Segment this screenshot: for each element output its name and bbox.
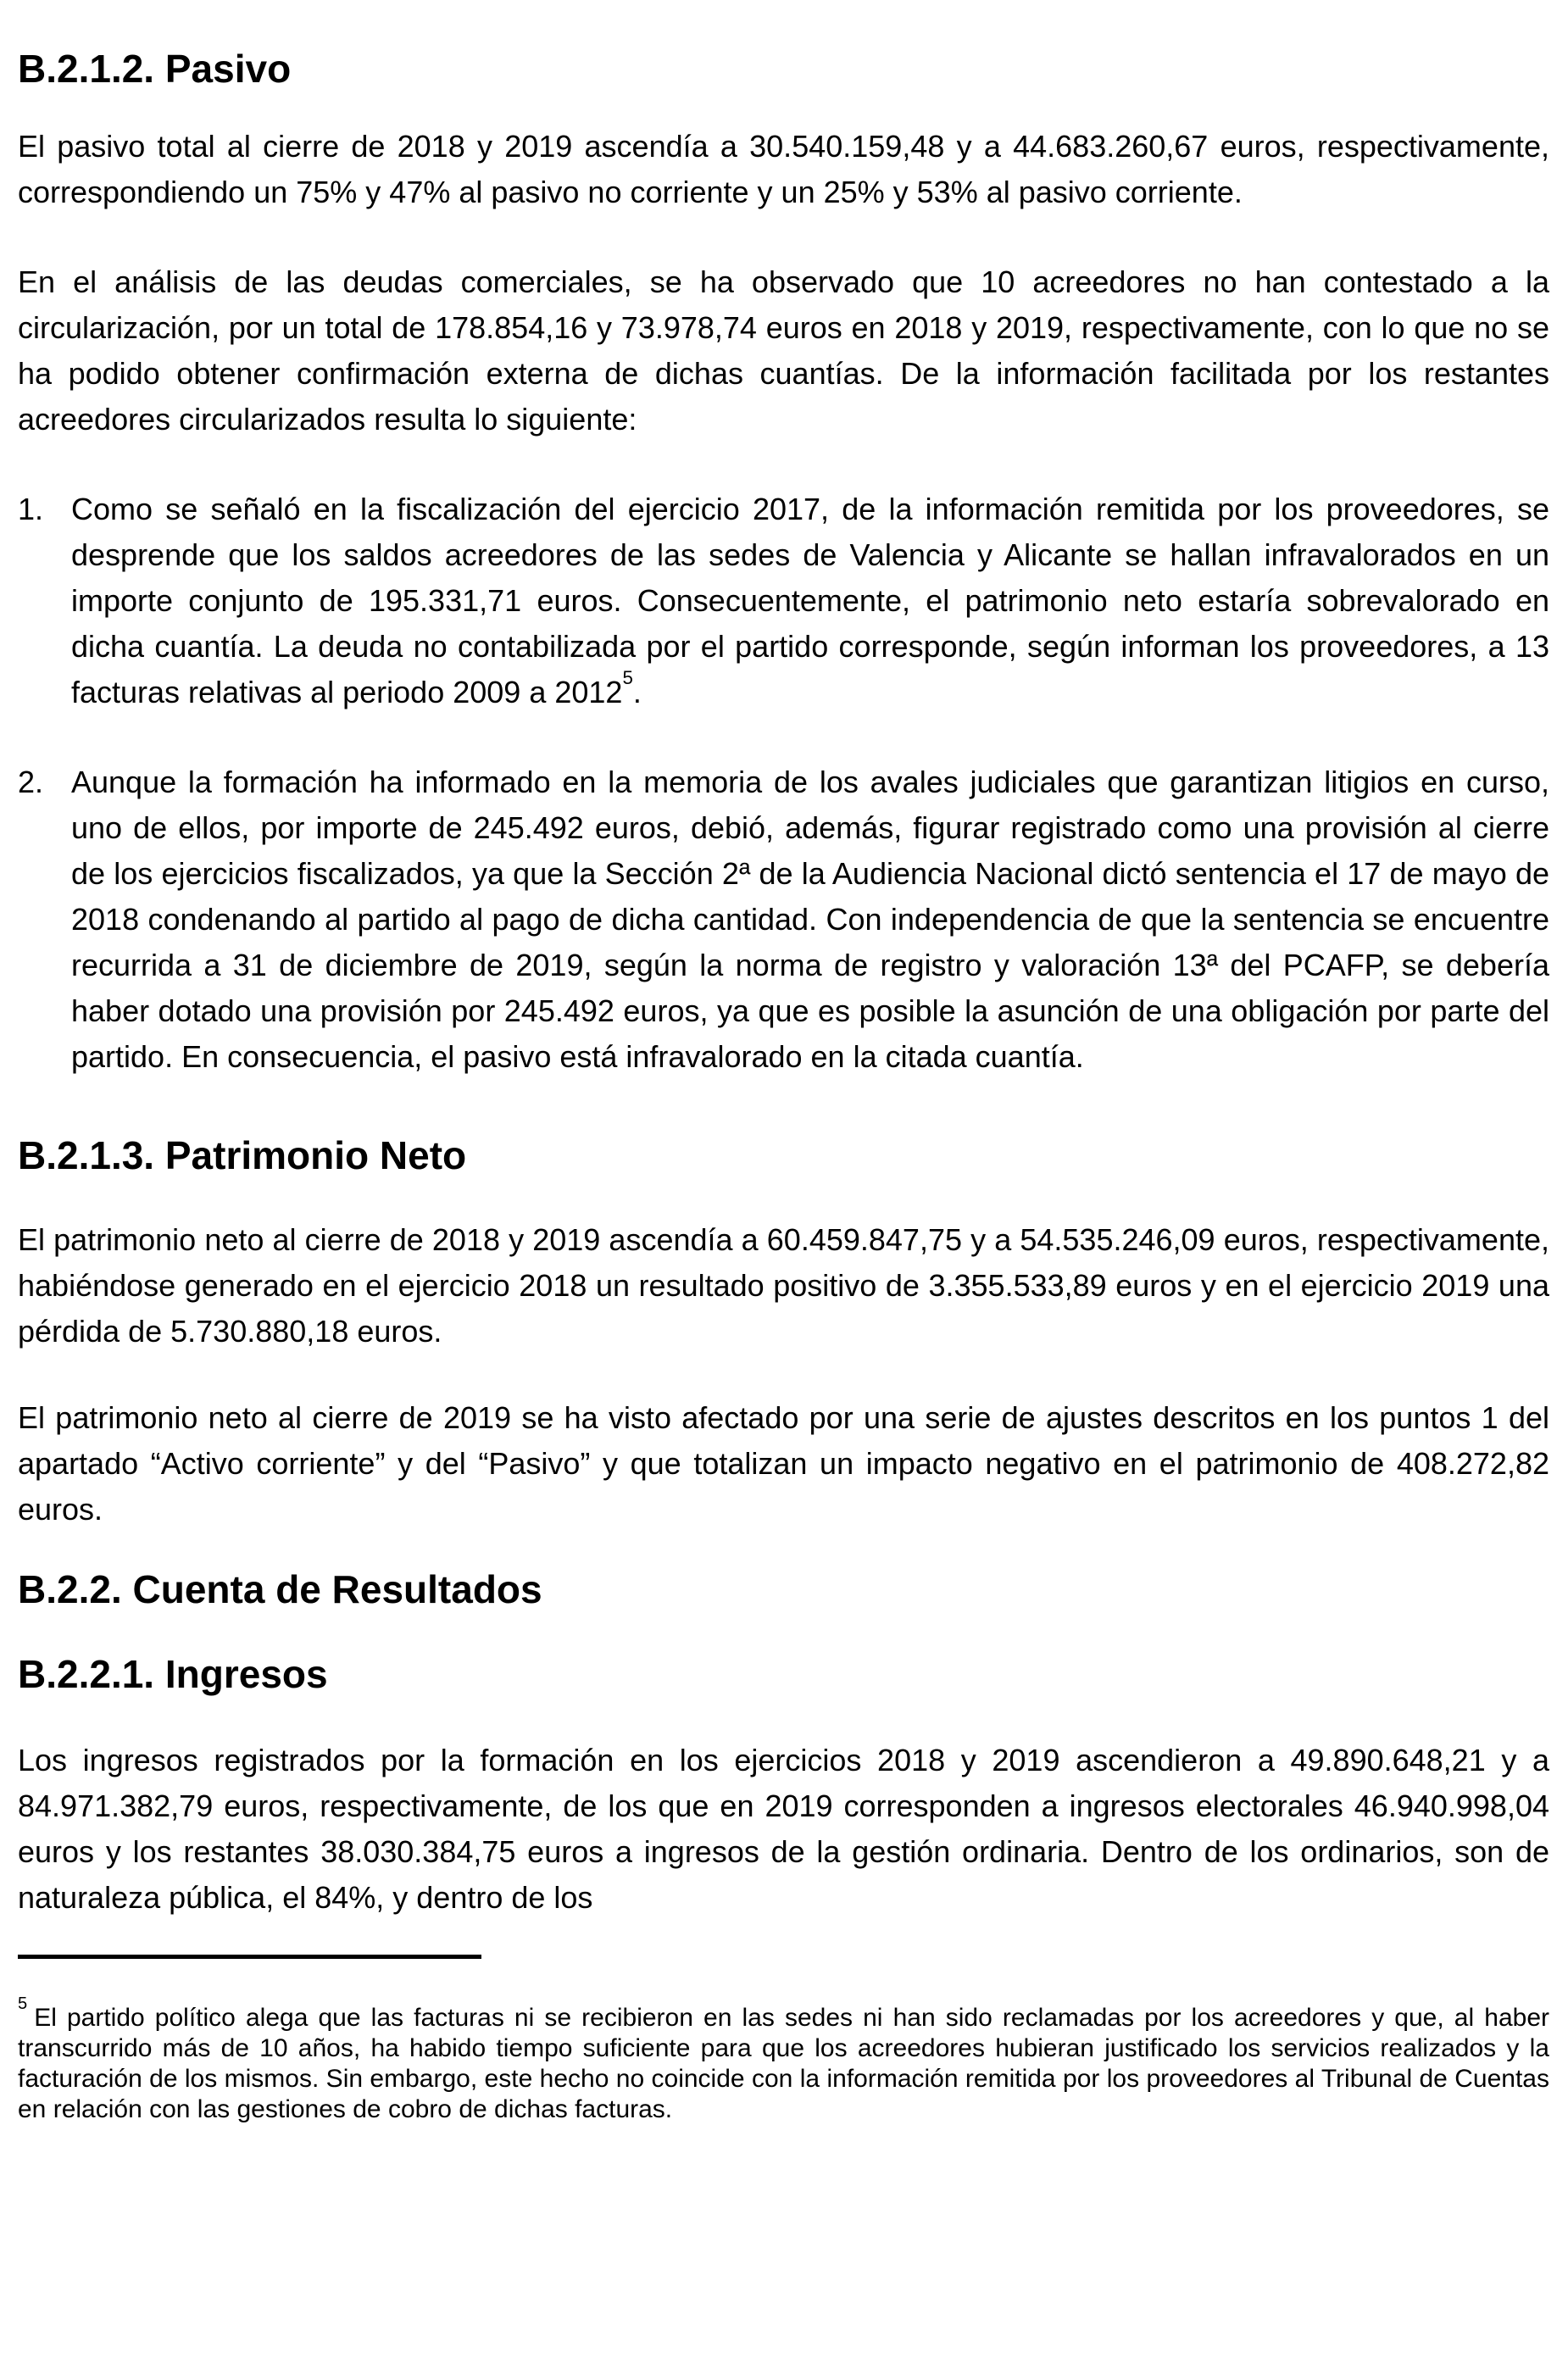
section-heading-patrimonio-neto: B.2.1.3. Patrimonio Neto — [18, 1133, 467, 1177]
paragraph-ingresos: Los ingresos registrados por la formación en los ejercicios 2018 y 2019 ascendieron a 49.890.648,21 y a 84.971.382,79 euros, respectivamente, de los que en 2019 corresponden a ingresos electorales 46.940.998,04 euros y los restantes 38.030.384,75 euros a ingresos de la gestión ordinaria. Dentro de los ordinarios, son de naturaleza pública, el 84%, y dentro de los — [18, 1743, 1549, 1915]
list-item — [18, 759, 1549, 1080]
list-item-text: Aunque la formación ha informado en la memoria de los avales judiciales que garantizan litigios en curso, uno de ellos, por importe de 245.492 euros, debió, además, figurar registrado como una provisión al cierre de los ejercicios fiscalizados, ya que la Sección 2ª de la Audiencia Nacional dictó sentencia el 17 de mayo de 2018 condenando al partido al pago de dicha cantidad. Con independencia de que la sentencia se encuentre recurrida a 31 de diciembre de 2019, según la norma de registro y valoración 13ª del PCAFP, se debería haber dotado una provisión por 245.492 euros, ya que es posible la asunción de una obligación por parte del partido. En consecuencia, el pasivo está infravalorado en la citada cuantía. — [71, 765, 1549, 1074]
paragraph-patrimonio-ajustes: El patrimonio neto al cierre de 2019 se ha visto afectado por una serie de ajustes descritos en los puntos 1 del apartado “Activo corriente” y del “Pasivo” y que totalizan un impacto negativo en el patrimonio de 408.272,82 euros. — [18, 1400, 1549, 1527]
section-heading-cuenta-resultados: B.2.2. Cuenta de Resultados — [18, 1567, 542, 1611]
section-heading-ingresos: B.2.2.1. Ingresos — [18, 1652, 328, 1696]
paragraph-patrimonio-cifras: El patrimonio neto al cierre de 2018 y 2019 ascendía a 60.459.847,75 y a 54.535.246,09 euros, respectivamente, habiéndose generado en el ejercicio 2018 un resultado positivo de 3.355.533,89 euros y en el ejercicio 2019 una pérdida de 5.730.880,18 euros. — [18, 1222, 1549, 1349]
paragraph-pasivo-total: El pasivo total al cierre de 2018 y 2019 ascendía a 30.540.159,48 y a 44.683.260,67 euros, respectivamente, correspondiendo un 75% y 47% al pasivo no corriente y un 25% y 53% al pasivo corriente. — [18, 129, 1549, 209]
footnote-marker: 5 — [18, 1994, 28, 2013]
footnote-separator — [18, 1955, 481, 1959]
list-item — [18, 487, 1549, 715]
paragraph-deudas-comerciales: En el análisis de las deudas comerciales, se ha observado que 10 acreedores no han contestado a la circularización, por un total de 178.854,16 y 73.978,74 euros en 2018 y 2019, respectivamente, con lo que no se ha podido obtener confirmación externa de dichas cuantías. De la información facilitada por los restantes acreedores circularizados resulta lo siguiente: — [18, 264, 1549, 437]
footnote-reference: 5 — [622, 666, 633, 688]
section-heading-pasivo: B.2.1.2. Pasivo — [18, 47, 292, 91]
footnote — [18, 1994, 1549, 2125]
list-item-number: 1. — [18, 492, 44, 526]
list-item-number: 2. — [18, 765, 44, 799]
footnote-text: El partido político alega que las facturas ni se recibieron en las sedes ni han sido reclamadas por los acreedores y que, al haber transcurrido más de 10 años, ha habido tiempo suficiente para que los acreedores hubieran justificado los servicios realizados y la facturación de los mismos. Sin embargo, este hecho no coincide con la información remitida por los proveedores al Tribunal de Cuentas en relación con las gestiones de cobro de dichas facturas. — [18, 2004, 1549, 2123]
list-item-text-tail: . — [632, 675, 642, 709]
list-item-text: Como se señaló en la fiscalización del ejercicio 2017, de la información remitida por los proveedores, se desprende que los saldos acreedores de las sedes de Valencia y Alicante se hallan infravalorados en un importe conjunto de 195.331,71 euros. Consecuentemente, el patrimonio neto estaría sobrevalorado en dicha cuantía. La deuda no contabilizada por el partido corresponde, según informan los proveedores, a 13 facturas relativas al periodo 2009 a 2012 — [71, 492, 1549, 709]
